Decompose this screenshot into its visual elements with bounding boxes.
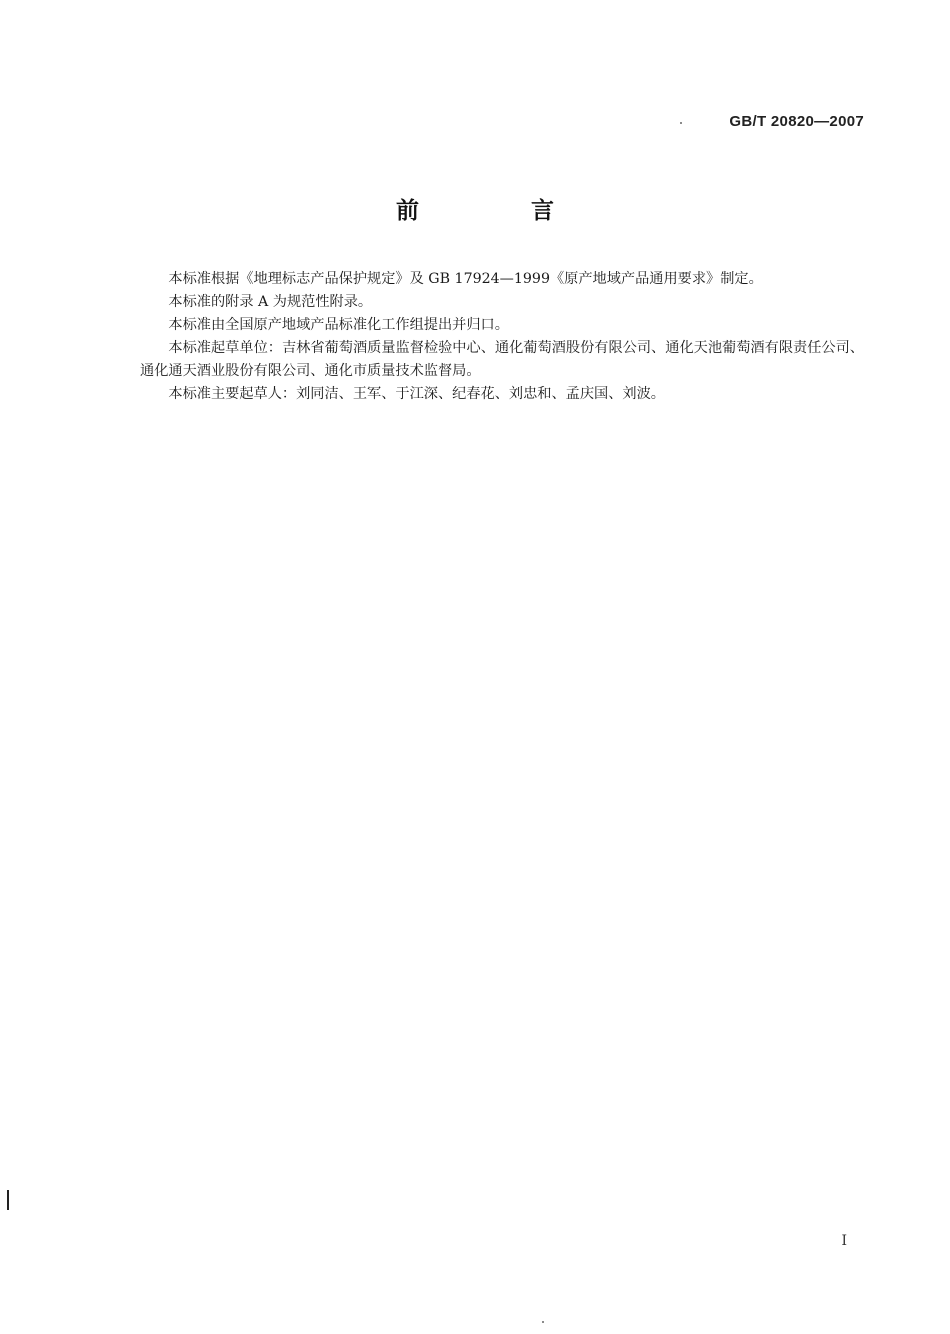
preface-body [140,268,864,406]
scan-speck [542,1321,544,1323]
standard-code: GB/T 20820—2007 [729,113,864,130]
paragraph-appendix: 本标准的附录 A 为规范性附录。 [168,294,373,310]
scan-speck [680,122,682,124]
paragraph-basis: 本标准根据《地理标志产品保护规定》及 GB 17924—1999《原产地域产品通用要求》制定。 [168,271,763,287]
paragraph-drafters: 本标准主要起草人：刘同洁、王军、于江深、纪春花、刘忠和、孟庆国、刘波。 [168,386,665,402]
page-number: I [841,1233,847,1249]
page-title: 前 言 [395,198,606,224]
paragraph-drafting-units: 本标准起草单位：吉林省葡萄酒质量监督检验中心、通化葡萄酒股份有限公司、通化天池葡萄酒有限责任公司、通化通天酒业股份有限公司、通化市质量技术监督局。 [140,340,864,379]
paragraph-proposer: 本标准由全国原产地域产品标准化工作组提出并归口。 [168,317,509,333]
margin-mark [7,1190,9,1210]
